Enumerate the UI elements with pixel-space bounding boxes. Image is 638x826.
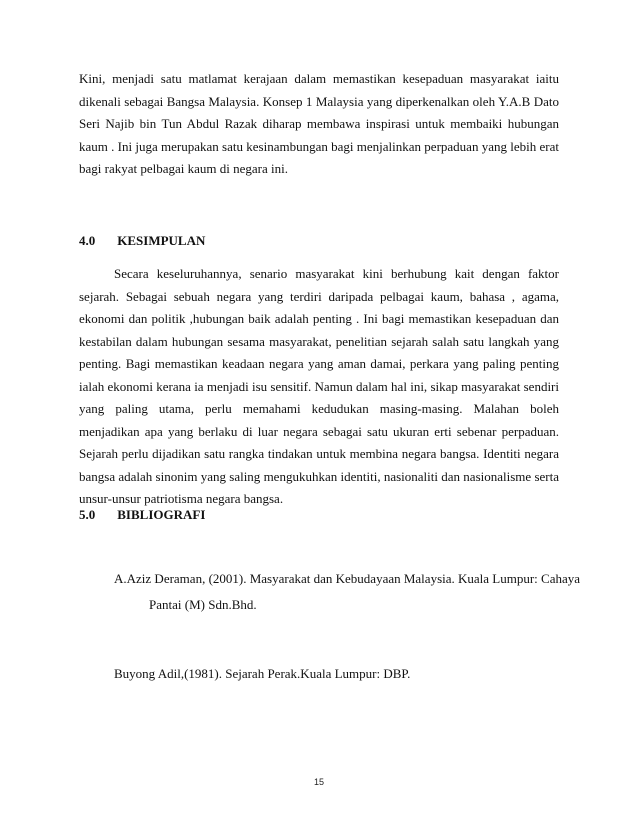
bibliography-heading — [79, 507, 205, 523]
page-number: 15 — [313, 777, 324, 787]
bibliography-entry: A.Aziz Deraman, (2001). Masyarakat dan Kebudayaan Malaysia. Kuala Lumpur: Cahaya Pantai (M) Sdn.Bhd. — [114, 571, 581, 612]
bibliography-number: 5.0 — [79, 507, 96, 522]
conclusion-number: 4.0 — [79, 233, 96, 248]
intro-paragraph: Kini, menjadi satu matlamat kerajaan dalam memastikan kesepaduan masyarakat iaitu dikenali sebagai Bangsa Malaysia. Konsep 1 Malaysia yang diperkenalkan oleh Y.A.B Dato Seri Najib bin Tun Abdul Razak diharap membawa inspirasi untuk membaiki hubungan kaum . Ini juga merupakan satu kesinambungan bagi menjalinkan perpaduan yang lebih erat bagi rakyat pelbagai kaum di negara ini. — [79, 71, 559, 176]
bibliography-entry: Buyong Adil,(1981). Sejarah Perak.Kuala Lumpur: DBP. — [114, 666, 411, 681]
conclusion-heading — [79, 233, 205, 249]
conclusion-paragraph: Secara keseluruhannya, senario masyarakat kini berhubung kait dengan faktor sejarah. Sebagai sebuah negara yang terdiri daripada pelbagai kaum, bahasa , agama, ekonomi dan politik ,hubungan baik adalah penting . Ini bagi memastikan kesepaduan dan kestabilan dalam hubungan sesama masyarakat, penelitian sejarah salah satu langkah yang penting. Bagi memastikan keadaan negara yang aman damai, perkara yang paling penting ialah ekonomi kerana ia menjadi isu sensitif. Namun dalam hal ini, sikap masyarakat sendiri yang paling utama, perlu memahami kedudukan masing-masing. Malahan boleh menjadikan apa yang berlaku di luar negara sebagai satu ukuran erti sebenar perpaduan. Sejarah perlu dijadikan satu rangka tindakan untuk membina negara bangsa. Identiti negara bangsa adalah sinonim yang saling mengukuhkan identiti, nasionaliti dan nasionalisme serta unsur-unsur patriotisma negara bangsa. — [79, 266, 559, 506]
conclusion-title: KESIMPULAN — [117, 233, 206, 248]
bibliography-title: BIBLIOGRAFI — [117, 507, 206, 522]
